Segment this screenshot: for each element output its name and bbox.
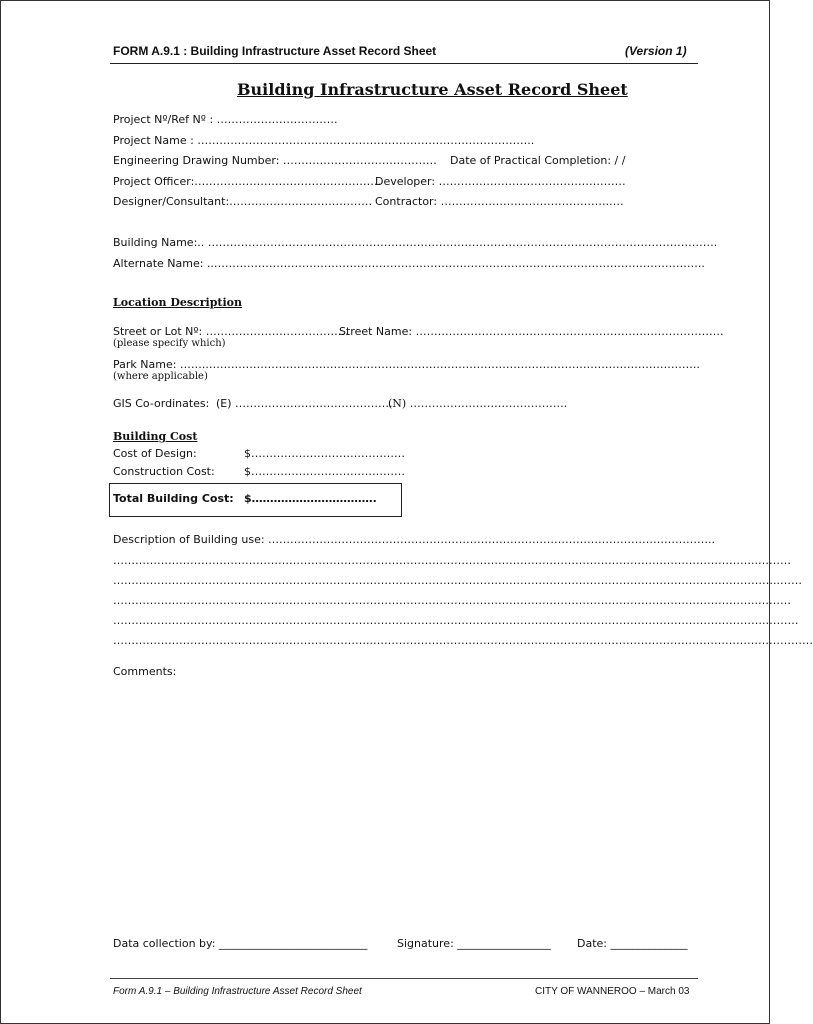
page-title: Building Infrastructure Asset Record Sheet — [237, 80, 628, 99]
description-line[interactable]: ………………………………………………………………………………………………………………………………………………………………..…… — [113, 574, 802, 587]
construction-cost-field[interactable]: $…………………………………… — [244, 465, 405, 478]
designer-field[interactable]: Designer/Consultant:………………………………… — [113, 195, 373, 208]
developer-field[interactable]: Developer: …………………………………………… — [375, 175, 626, 188]
construction-cost-label: Construction Cost: — [113, 465, 215, 478]
building-cost-heading: Building Cost — [113, 430, 198, 443]
cost-of-design-field[interactable]: $…………………………………… — [244, 447, 405, 460]
gis-northing-field[interactable]: (N) ……………………………………. — [388, 397, 568, 410]
practical-completion-field[interactable]: Date of Practical Completion: / / — [450, 154, 626, 167]
project-officer-field[interactable]: Project Officer:…………………………………………… — [113, 175, 382, 188]
project-ref-field[interactable]: Project Nº/Ref Nº : …………………………… — [113, 113, 338, 126]
street-lot-field[interactable]: Street or Lot Nº: ………………………………… — [113, 325, 349, 338]
contractor-field[interactable]: Contractor: ………………………………………..… — [375, 195, 624, 208]
project-name-field[interactable]: Project Name : ……………………………………………………………………………….. — [113, 134, 535, 147]
park-name-field[interactable]: Park Name: ……..…………………………………………………………………………………………………………………….. — [113, 358, 700, 371]
alternate-name-field[interactable]: Alternate Name: ..…………………………………………………………………………………………………………………….. — [113, 257, 705, 270]
description-line[interactable]: ……………………………………………………………..………………………………………………………………………………………………………… — [113, 634, 813, 647]
gis-label: GIS Co-ordinates: — [113, 397, 210, 410]
description-line[interactable]: …………………………………………………………………………………………………………………………………………………………….……… — [113, 614, 799, 627]
location-heading: Location Description — [113, 296, 243, 309]
footer-right: CITY OF WANNEROO – March 03 — [535, 986, 690, 997]
form-version: (Version 1) — [625, 44, 687, 58]
drawing-number-field[interactable]: Engineering Drawing Number: …………………………………… — [113, 154, 437, 167]
park-name-note: (where applicable) — [113, 371, 208, 382]
description-line[interactable]: …………………………………………………………………………………………………………………………………………………………..……… — [113, 594, 791, 607]
description-line[interactable]: …………………………………………………………………………………………………………………………………………………………..……… — [113, 554, 791, 567]
total-cost-label: Total Building Cost: — [113, 492, 234, 505]
footer-left: Form A.9.1 – Building Infrastructure Asset Record Sheet — [113, 986, 362, 997]
date-field[interactable]: Date: ______________ — [577, 937, 688, 950]
cost-of-design-label: Cost of Design: — [113, 447, 197, 460]
street-lot-note: (please specify which) — [113, 338, 226, 349]
gis-easting-field[interactable]: (E) ……………………………………. — [216, 397, 393, 410]
form-header-label: FORM A.9.1 : Building Infrastructure Asset Record Sheet — [113, 44, 437, 58]
header-rule — [110, 63, 698, 64]
footer-rule — [110, 978, 698, 979]
data-collection-field[interactable]: Data collection by: ___________________________ — [113, 937, 368, 950]
signature-field[interactable]: Signature: _________________ — [397, 937, 551, 950]
building-use-field[interactable]: Description of Building use: ………………………………………………………………………………………………………….. — [113, 533, 716, 546]
comments-label: Comments: — [113, 665, 177, 678]
total-cost-field[interactable]: $……………………………. — [244, 492, 377, 505]
street-name-field[interactable]: Street Name: ………………………………………………………………………… — [339, 325, 724, 338]
building-name-field[interactable]: Building Name:.. …………………………………………………………………………………………………………………………. — [113, 236, 718, 249]
